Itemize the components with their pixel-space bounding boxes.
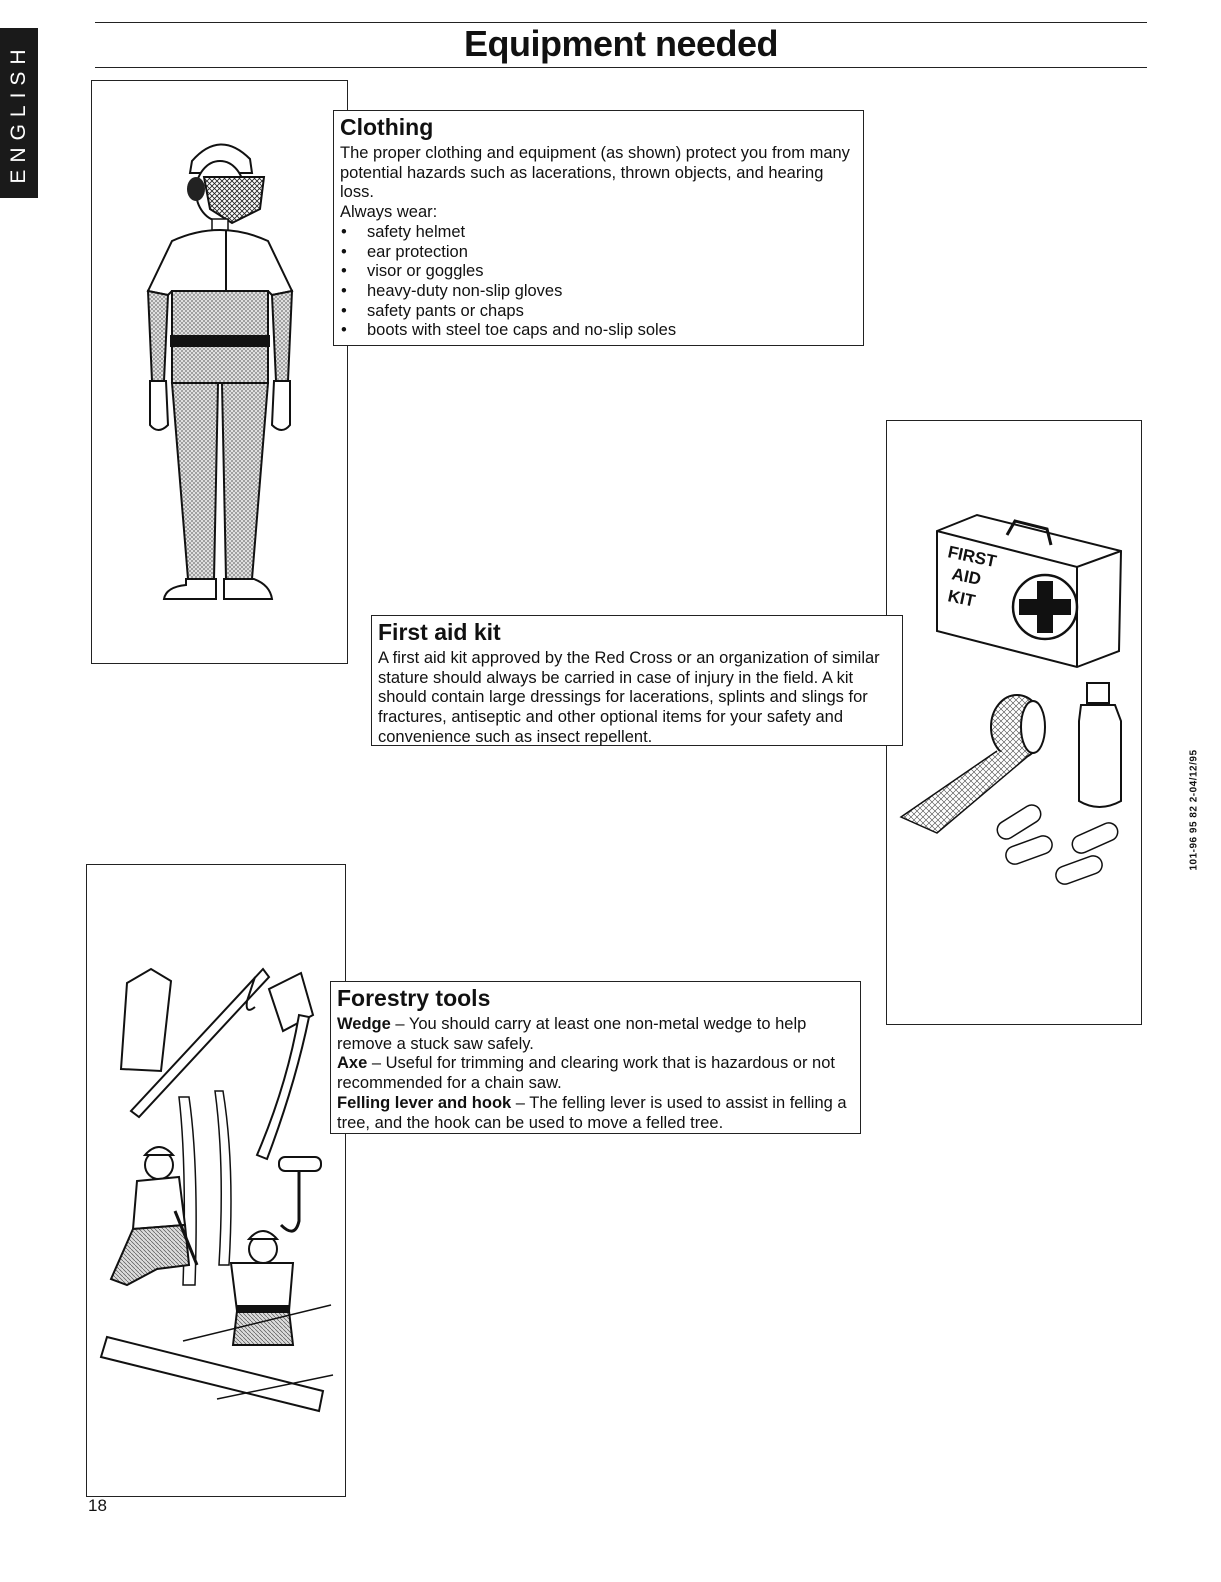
- list-item: • visor or goggles: [340, 262, 857, 282]
- list-item: • safety helmet: [340, 223, 857, 243]
- clothing-heading: Clothing: [340, 114, 434, 140]
- list-item: • boots with steel toe caps and no-slip soles: [340, 321, 857, 341]
- wedge-term: Wedge: [337, 1015, 391, 1033]
- language-tab: [0, 28, 38, 198]
- wedge-paragraph: [337, 1015, 854, 1054]
- page-number: 18: [88, 1496, 107, 1515]
- page-title: Equipment needed: [463, 23, 779, 64]
- clothing-section: [333, 110, 864, 346]
- first-aid-body: A first aid kit approved by the Red Cross or an organization of similar stature should always be carried in case of injury in the field. A kit should contain large dressings for lacerations, splints and slings for fractures, antiseptic and other optional items for your safety and convenience such as insect repellent.: [378, 649, 880, 746]
- axe-term: Axe: [337, 1054, 368, 1073]
- list-item: • ear protection: [340, 243, 857, 263]
- clothing-illustration-panel: [91, 80, 348, 664]
- kit-label-aid: AID: [950, 564, 983, 590]
- lever-text: – The felling lever is used to assist in felling a tree, and the hook can be used to move a felled tree.: [337, 1093, 847, 1132]
- first-aid-kit-illustration: [887, 421, 1141, 1024]
- always-wear-label: Always wear:: [340, 203, 438, 222]
- clothing-intro: The proper clothing and equipment (as shown) protect you from many potential hazards such as lacerations, thrown objects, and hearing loss.: [340, 144, 850, 202]
- list-item: • safety pants or chaps: [340, 302, 857, 322]
- title-rule-bottom: [95, 67, 1147, 68]
- kit-label-first: FIRST: [946, 542, 999, 572]
- protective-clothing-figure: [92, 81, 347, 663]
- lever-paragraph: [337, 1094, 854, 1133]
- first-aid-heading: First aid kit: [378, 619, 501, 645]
- list-item: • heavy-duty non-slip gloves: [340, 282, 857, 302]
- axe-paragraph: [337, 1054, 854, 1093]
- first-aid-section: [371, 615, 903, 746]
- forestry-tools-section: [330, 981, 861, 1134]
- clothing-list: [340, 223, 857, 341]
- language-tab-label: ENGLISH: [7, 42, 30, 184]
- document-code: 101-96 95 82 2-04/12/95: [1188, 749, 1200, 871]
- kit-label-kit: KIT: [946, 586, 977, 611]
- wedge-text: – You should carry at least one non-metal wedge to help remove a stuck saw safely.: [337, 1015, 807, 1053]
- forestry-illustration-panel: [86, 864, 346, 1497]
- lever-term: Felling lever and hook: [337, 1093, 512, 1112]
- forestry-tools-illustration: [87, 865, 345, 1496]
- forestry-heading: Forestry tools: [337, 985, 491, 1011]
- axe-text: – Useful for trimming and clearing work that is hazardous or not recommended for a chain saw.: [337, 1054, 835, 1093]
- first-aid-illustration-panel: [886, 420, 1142, 1025]
